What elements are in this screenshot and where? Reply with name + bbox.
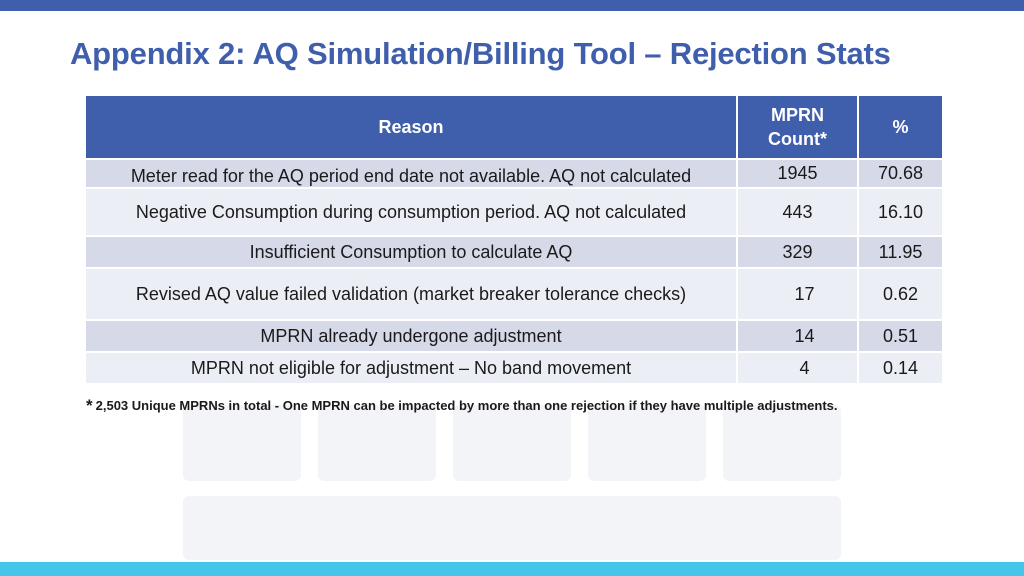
count-cell: 14	[737, 320, 858, 352]
count-cell: 1945	[737, 159, 858, 188]
footnote-text: 2,503 Unique MPRNs in total - One MPRN can be impacted by more than one rejection if they have multiple adjustments.	[95, 398, 838, 413]
percent-cell: 16.10	[858, 188, 943, 236]
table-row	[85, 352, 943, 384]
table-row	[85, 159, 943, 188]
percent-cell: 11.95	[858, 236, 943, 268]
reason-cell: Revised AQ value failed validation (market breaker tolerance checks)	[85, 268, 737, 320]
percent-cell: 70.68	[858, 159, 943, 188]
bottom-accent-bar	[0, 562, 1024, 576]
count-cell: 4	[737, 352, 858, 384]
percent-cell: 0.62	[858, 268, 943, 320]
count-cell: 443	[737, 188, 858, 236]
percent-cell: 0.14	[858, 352, 943, 384]
count-cell: 17	[737, 268, 858, 320]
reason-cell: MPRN already undergone adjustment	[85, 320, 737, 352]
percent-cell: 0.51	[858, 320, 943, 352]
reason-cell: Meter read for the AQ period end date not available. AQ not calculated	[85, 159, 737, 188]
header-reason: Reason	[85, 95, 737, 159]
table-row	[85, 236, 943, 268]
page-title: Appendix 2: AQ Simulation/Billing Tool – Rejection Stats	[70, 36, 891, 71]
footnote	[86, 396, 838, 416]
table-row	[85, 268, 943, 320]
reason-cell: Insufficient Consumption to calculate AQ	[85, 236, 737, 268]
header-percent: %	[858, 95, 943, 159]
table-row	[85, 188, 943, 236]
header-mprn-count-line2: Count*	[768, 129, 827, 149]
header-mprn-count	[737, 95, 858, 159]
table-header-row	[85, 95, 943, 159]
reason-cell: Negative Consumption during consumption period. AQ not calculated	[85, 188, 737, 236]
header-mprn-count-line1: MPRN	[771, 105, 824, 125]
rejection-stats-table	[84, 94, 944, 385]
table-row	[85, 320, 943, 352]
footnote-marker: *	[86, 396, 93, 415]
count-cell: 329	[737, 236, 858, 268]
reason-cell: MPRN not eligible for adjustment – No band movement	[85, 352, 737, 384]
